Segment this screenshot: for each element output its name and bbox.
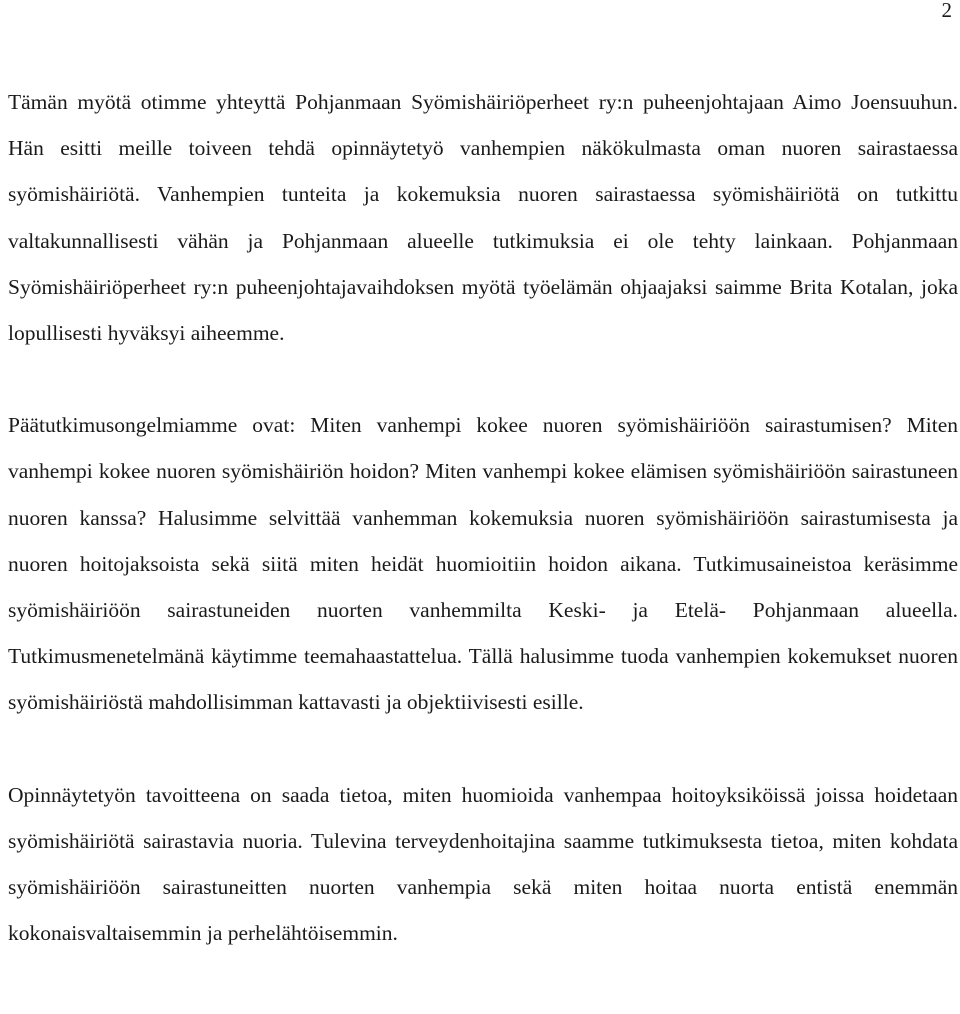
document-body [8, 79, 958, 956]
page-number: 2 [941, 0, 952, 22]
paragraph-contact: Tämän myötä otimme yhteyttä Pohjanmaan Syömishäiriöperheet ry:n puheenjohtajaan Aimo Joensuuhun. Hän esitti meille toiveen tehdä opinnäytetyö vanhempien näkökulmasta oman nuoren sairastaessa syömishäiriötä. Vanhempien tunteita ja kokemuksia nuoren sairastaessa syömishäiriötä on tutkittu valtakunnallisesti vähän ja Pohjanmaan alueelle tutkimuksia ei ole tehty lainkaan. Pohjanmaan Syömishäiriöperheet ry:n puheenjohtajavaihdoksen myötä työelämän ohjaajaksi saimme Brita Kotalan, joka lopullisesti hyväksyi aiheemme. [8, 90, 958, 346]
paragraph-goal: Opinnäytetyön tavoitteena on saada tietoa, miten huomioida vanhempaa hoitoyksiköissä joissa hoidetaan syömishäiriötä sairastavia nuoria. Tulevina terveydenhoitajina saamme tutkimuksesta tietoa, miten kohdata syömishäiriöön sairastuneitten nuorten vanhempia sekä miten hoitaa nuorta entistä enemmän kokonaisvaltaisemmin ja perhelähtöisemmin. [8, 782, 958, 946]
paragraph-research-problems: Päätutkimusongelmiamme ovat: Miten vanhempi kokee nuoren syömishäiriöön sairastumisen? Miten vanhempi kokee nuoren syömishäiriön hoidon? Miten vanhempi kokee elämisen syömishäiriöön sairastuneen nuoren kanssa? Halusimme selvittää vanhemman kokemuksia nuoren syömishäiriöön sairastumisesta ja nuoren hoitojaksoista sekä siitä miten heidät huomioitiin hoidon aikana. Tutkimusaineistoa keräsimme syömishäiriöön sairastuneiden nuorten vanhemmilta Keski- ja Etelä- Pohjanmaan alueella. Tutkimusmenetelmänä käytimme teemahaastattelua. Tällä halusimme tuoda vanhempien kokemukset nuoren syömishäiriöstä mahdollisimman kattavasti ja objektiivisesti esille. [8, 413, 958, 715]
